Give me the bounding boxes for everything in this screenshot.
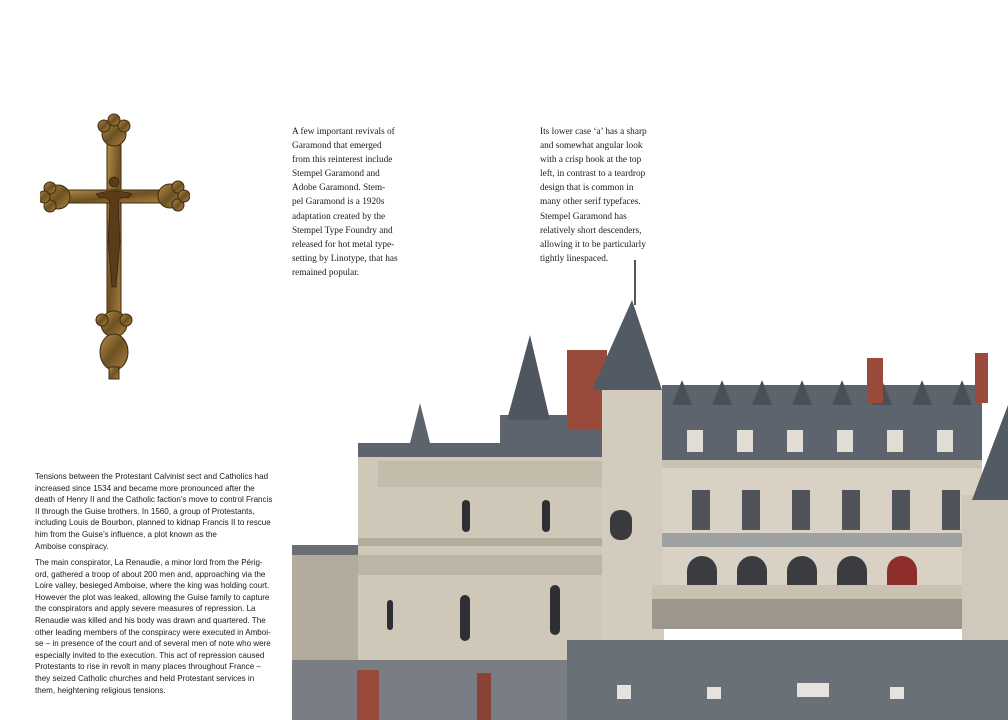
text-line: death of Henry II and the Catholic faction’s move to control Francis: [35, 495, 273, 505]
text-line: relatively short descenders,: [540, 225, 642, 236]
text-line: pel Garamond is a 1920s: [292, 197, 385, 208]
chateau-amboise-image: [292, 255, 1008, 720]
text-line: A few important revivals of: [292, 127, 395, 137]
text-line: increased since 1534 and became more pronounced after the: [35, 483, 255, 493]
text-line: Stempel Type Foundry and: [292, 225, 393, 236]
text-line: him from the Guise’s influence, a plot known as the: [35, 529, 217, 539]
text-line: The main conspirator, La Renaudie, a minor lord from the Périg-: [35, 558, 263, 567]
text-line: Tensions between the Protestant Calvinist sect and Catholics had: [35, 472, 269, 481]
text-line: they seized Catholic churches and held Protestant services in: [35, 673, 255, 683]
text-line: and somewhat angular look: [540, 141, 643, 152]
text-line: Renaudie was killed and his body was drawn and quartered. The: [35, 615, 266, 625]
text-line: Its lower case ‘a’ has a sharp: [540, 127, 647, 137]
text-line: tightly linespaced.: [540, 253, 609, 264]
text-line: with a crisp hook at the top: [540, 155, 642, 166]
text-line: setting by Linotype, that has: [292, 253, 398, 264]
text-line: many other serif typefaces.: [540, 197, 641, 208]
text-line: ord, gathered a troop of about 200 men and, approaching via the: [35, 569, 266, 579]
stempel-garamond-text: [540, 125, 660, 266]
history-paragraph-2: [35, 557, 285, 696]
text-line: Stempel Garamond has: [540, 211, 627, 222]
text-line: especially invited to the execution. This act of repression caused: [35, 650, 265, 660]
text-line: released for hot metal type-: [292, 239, 395, 250]
text-line: Stempel Garamond and: [292, 169, 380, 180]
history-paragraph-1: [35, 471, 285, 552]
text-line: Protestants to rise in revolt in many places throughout France –: [35, 662, 261, 672]
text-line: se – in presence of the court and of several men of note who were: [35, 639, 271, 649]
text-line: design that is common in: [540, 183, 634, 194]
text-line: II through the Guise brothers. In 1560, a group of Protestants,: [35, 506, 255, 516]
text-line: the conspirators and apply severe measures of repression. La: [35, 604, 256, 614]
crucifix-image: [40, 112, 190, 382]
text-line: Garamond that emerged: [292, 141, 382, 152]
text-line: However the plot was leaked, allowing the Guise family to capture: [35, 592, 270, 602]
text-line: remained popular.: [292, 267, 360, 278]
text-line: them, heightening religious tensions.: [35, 685, 166, 695]
text-line: allowing it to be particularly: [540, 239, 646, 250]
text-line: including Louis de Bourbon, planned to kidnap Francis II to rescue: [35, 518, 271, 528]
text-line: Loire valley, besieged Amboise, where the king was holding court.: [35, 581, 270, 591]
text-line: adaptation created by the: [292, 211, 386, 222]
text-line: Adobe Garamond. Stem-: [292, 183, 386, 194]
text-line: left, in contrast to a teardrop: [540, 169, 646, 180]
text-line: from this reinterest include: [292, 155, 393, 166]
text-line: Amboise conspiracy.: [35, 541, 109, 551]
text-line: other leading members of the conspiracy were executed in Amboi-: [35, 627, 271, 637]
